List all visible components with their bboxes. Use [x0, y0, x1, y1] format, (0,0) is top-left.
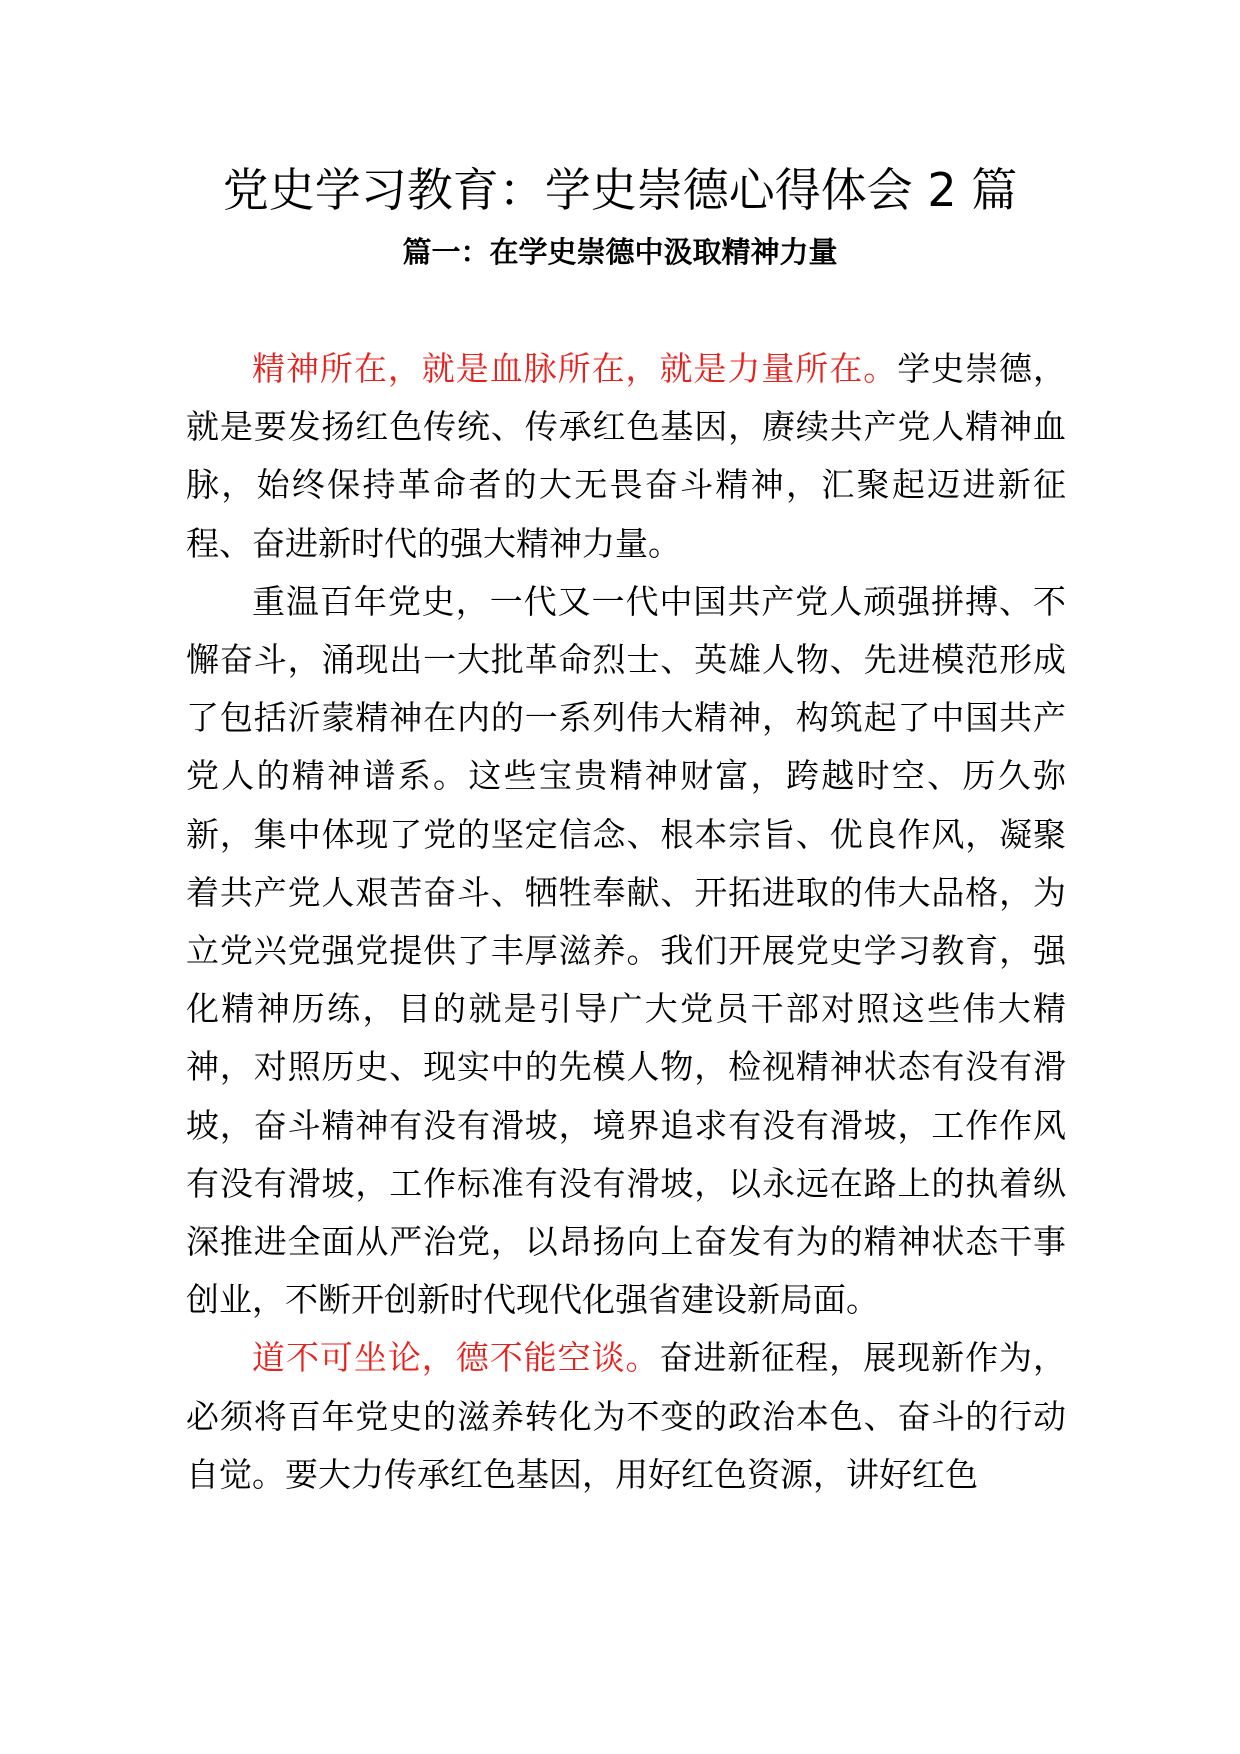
document-title: 党史学习教育：学史崇德心得体会 2 篇	[222, 163, 1018, 217]
paragraph	[186, 1329, 1066, 1504]
paragraph-highlight: 精神所在，就是血脉所在，就是力量所在。	[252, 349, 898, 388]
paragraph	[186, 340, 1066, 573]
document-subtitle: 篇一：在学史崇德中汲取精神力量	[402, 235, 838, 269]
paragraph	[186, 573, 1066, 1330]
document-body	[186, 340, 1066, 1504]
paragraph-text: 重温百年党史，一代又一代中国共产党人顽强拼搏、不懈奋斗，涌现出一大批革命烈士、英雄人物、先进模范形成了包括沂蒙精神在内的一系列伟大精神，构筑起了中国共产党人的精神谱系。这些宝贵精神财富，跨越时空、历久弥新，集中体现了党的坚定信念、根本宗旨、优良作风，凝聚着共产党人艰苦奋斗、牺牲奉献、开拓进取的伟大品格，为立党兴党强党提供了丰厚滋养。我们开展党史学习教育，强化精神历练，目的就是引导广大党员干部对照这些伟大精神，对照历史、现实中的先模人物，检视精神状态有没有滑坡，奋斗精神有没有滑坡，境界追求有没有滑坡，工作作风有没有滑坡，工作标准有没有滑坡，以永远在路上的执着纵深推进全面从严治党，以昂扬向上奋发有为的精神状态干事创业，不断开创新时代现代化强省建设新局面。	[186, 581, 1066, 1320]
paragraph-highlight: 道不可坐论，德不能空谈。	[252, 1338, 660, 1378]
paragraph-text: 奋进新征程，展现新作为，必须将百年党史的滋养转化为不变的政治本色、奋斗的行动自觉。要大力传承红色基因，用好红色资源，讲好红色	[186, 1338, 1067, 1494]
paragraph-text: 学史崇德，就是要发扬红色传统、传承红色基因，赓续共产党人精神血脉，始终保持革命者的大无畏奋斗精神，汇聚起迈进新征程、奋进新时代的强大精神力量。	[186, 349, 1067, 563]
